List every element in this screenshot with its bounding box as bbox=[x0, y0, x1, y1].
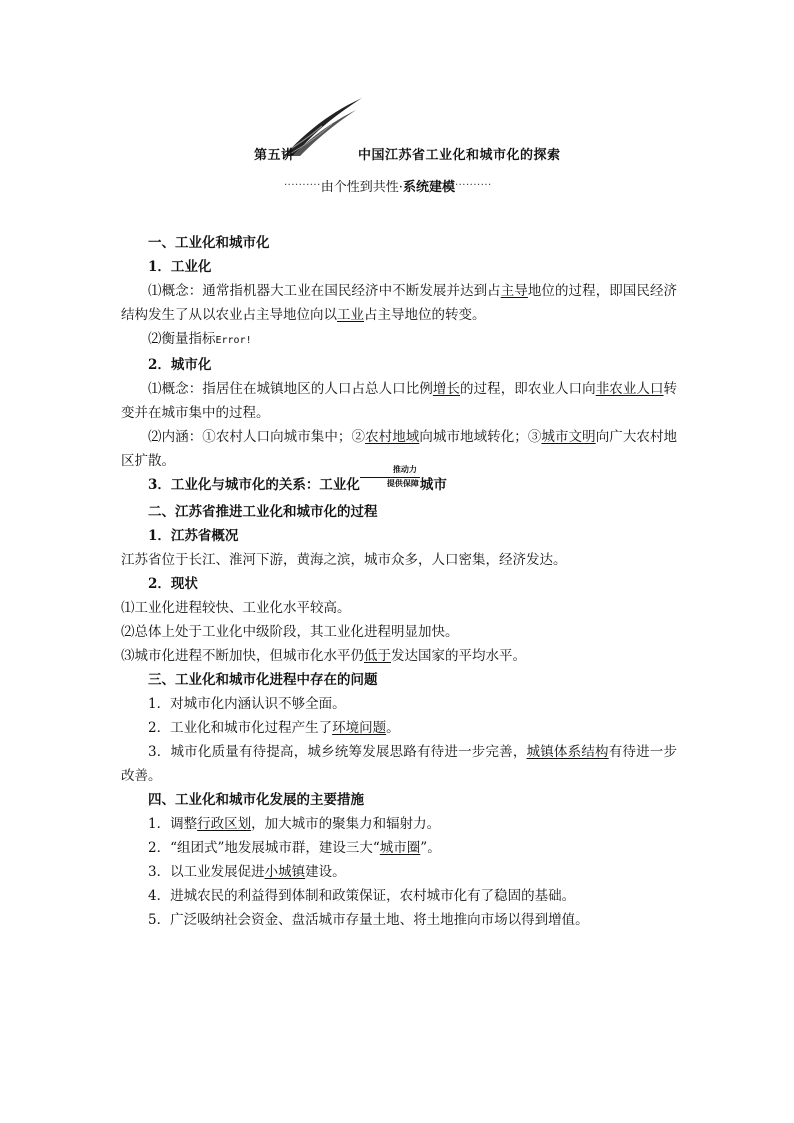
paragraph: 1．调整行政区划，加大城市的聚集力和辐射力。 bbox=[148, 816, 441, 832]
subsection-heading: 2．现状 bbox=[148, 576, 198, 592]
paragraph: ⑵总体上处于工业化中级阶段，其工业化进程明显加快。 bbox=[121, 624, 459, 640]
underlined-term: 小城镇 bbox=[264, 864, 306, 880]
underlined-term: 增长 bbox=[432, 381, 461, 397]
paragraph: ⑶城市化进程不断加快，但城市化水平仍低于发达国家的平均水平。 bbox=[121, 648, 526, 664]
subsection-heading: 3．工业化与城市化的关系：工业化 推动力 提供保障 城市 bbox=[148, 464, 447, 493]
paragraph: 3．城市化质量有待提高，城乡统筹发展思路有待进一步完善，城镇体系结构有待进一步改善。 bbox=[121, 744, 677, 784]
subtitle-text: 由个性到共性· bbox=[320, 180, 403, 195]
section-heading: 四、工业化和城市化发展的主要措施 bbox=[148, 792, 364, 808]
underlined-term: 城市圈 bbox=[379, 840, 421, 856]
underlined-term: 行政区划 bbox=[197, 816, 252, 832]
paragraph: ⑵内涵：①农村人口向城市集中；②农村地域向城市地域转化；③城市文明向广大农村地区扩散。 bbox=[121, 429, 678, 469]
paragraph: 5．广泛吸纳社会资金、盘活城市存量土地、将土地推向市场以得到增值。 bbox=[148, 912, 589, 928]
relation-arrow bbox=[360, 464, 420, 489]
paragraph: 2．工业化和城市化过程产生了环境问题。 bbox=[148, 720, 400, 736]
underlined-term: 低于 bbox=[364, 648, 391, 664]
paragraph: ⑴概念：通常指机器大工业在国民经济中不断发展并达到占主导地位的过程，即国民经济结构发生了从以农业占主导地位向以工业占主导地位的转变。 bbox=[121, 283, 678, 323]
underlined-term: 环境问题 bbox=[332, 720, 387, 736]
paragraph: 江苏省位于长江、淮河下游，黄海之滨，城市众多，人口密集，经济发达。 bbox=[121, 552, 567, 568]
subtitle-bold-text: 系统建模 bbox=[402, 180, 455, 195]
underlined-term: 非农业人口 bbox=[595, 381, 664, 397]
section-subtitle bbox=[284, 176, 492, 195]
underlined-term: 城市文明 bbox=[541, 429, 596, 445]
arrow-label-bottom: 提供保障 bbox=[386, 478, 419, 488]
lesson-number: 第五讲 bbox=[254, 148, 295, 163]
underlined-term: 工业 bbox=[337, 307, 364, 323]
document-body bbox=[121, 228, 677, 932]
arrow-label-top: 推动力 bbox=[392, 464, 417, 474]
subsection-heading: 2．城市化 bbox=[148, 357, 212, 373]
section-heading: 一、工业化和城市化 bbox=[148, 235, 270, 251]
underlined-term: 农村地域 bbox=[365, 429, 420, 445]
paragraph: ⑴工业化进程较快、工业化水平较高。 bbox=[121, 600, 351, 616]
underlined-term: 城镇体系结构 bbox=[526, 744, 609, 760]
underlined-term: 主导 bbox=[500, 283, 528, 299]
subsection-heading: 1．江苏省概况 bbox=[148, 528, 239, 544]
section-heading: 三、工业化和城市化进程中存在的问题 bbox=[148, 672, 378, 688]
section-heading: 二、江苏省推进工业化和城市化的过程 bbox=[148, 504, 378, 520]
paragraph: ⑴概念：指居住在城镇地区的人口占总人口比例增长的过程，即农业人口向非农业人口转变并在城市集中的过程。 bbox=[121, 381, 678, 421]
lesson-title: 中国江苏省工业化和城市化的探索 bbox=[358, 148, 561, 163]
paragraph: 4．进城农民的利益得到体制和政策保证，农村城市化有了稳固的基础。 bbox=[148, 888, 576, 904]
error-field: Error! bbox=[215, 335, 252, 346]
paragraph: 2．“组团式”地发展城市群，建设三大“城市圈”。 bbox=[148, 840, 441, 856]
subtitle-left-dots: ·········· bbox=[284, 180, 321, 191]
paragraph: ⑵衡量指标Error! bbox=[148, 331, 252, 347]
subsection-heading: 1．工业化 bbox=[148, 259, 212, 275]
paragraph: 3．以工业发展促进小城镇建设。 bbox=[148, 864, 346, 880]
subtitle-right-dots: ·········· bbox=[454, 180, 492, 191]
paragraph: 1．对城市化内涵认识不够全面。 bbox=[148, 696, 346, 712]
